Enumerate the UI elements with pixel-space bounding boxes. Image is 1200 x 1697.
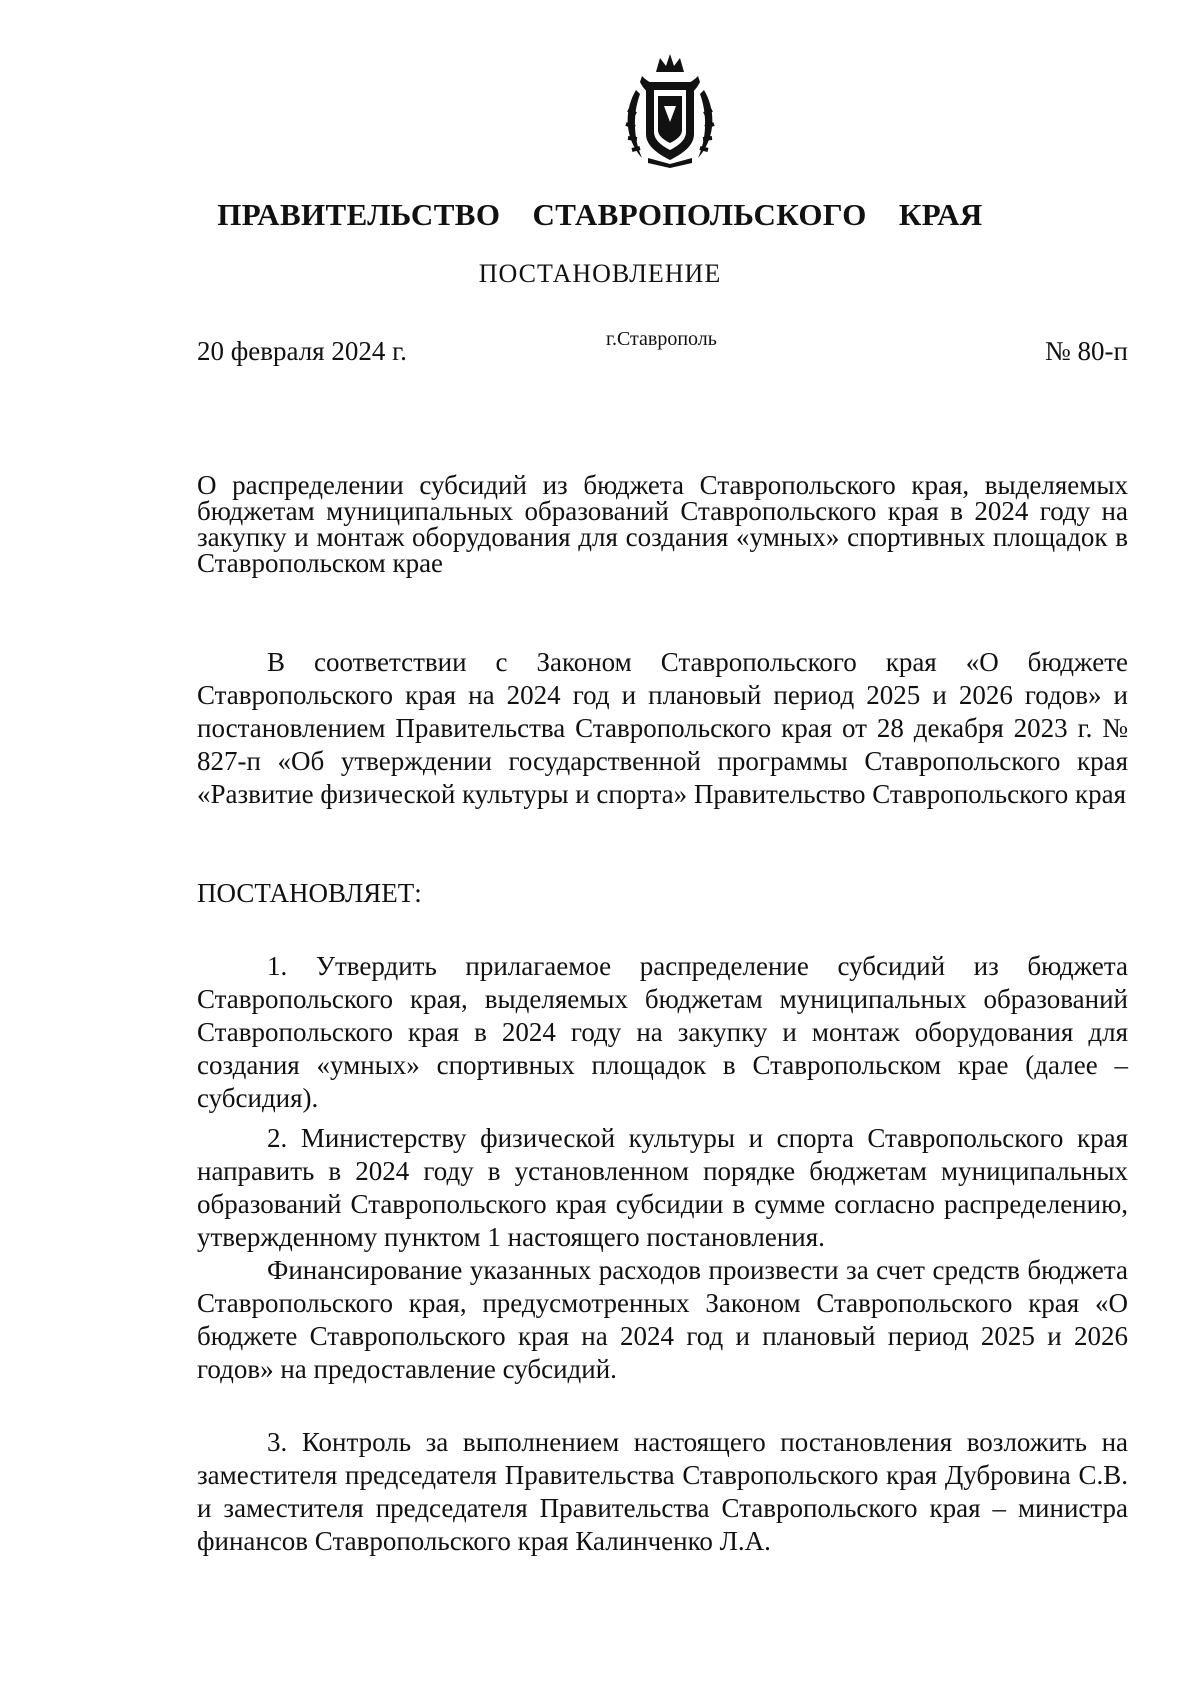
clause-2-financing: Финансирование указанных расходов произвести за счет средств бюджета Ставропольского края, предусмотренных Законом Ставропольского края «О бюджете Ставропольского края на 2024 год и плановый период 2025 и 2026 годов» на предоставление субсидий. bbox=[197, 1255, 1128, 1384]
document-type: ПОСТАНОВЛЕНИЕ bbox=[478, 259, 722, 288]
document-number: № 80-п bbox=[1045, 336, 1128, 366]
clause-1: 1. Утвердить прилагаемое распределение субсидий из бюджета Ставропольского края, выделяемых бюджетам муниципальных образований Ставропольского края в 2024 году на закупку и монтаж оборудования для создания «умных» спортивных площадок в Ставропольском крае (далее – субсидия). bbox=[197, 951, 1128, 1113]
decree-word: ПОСТАНОВЛЯЕТ: bbox=[197, 878, 422, 908]
coat-of-arms-icon bbox=[622, 50, 718, 168]
clause-3: 3. Контроль за выполнением настоящего постановления возложить на заместителя председателя Правительства Ставропольского края Дубровина С.В. и заместителя председателя Правительства Ставропольского края – министра финансов Ставропольского края Калинченко Л.А. bbox=[197, 1427, 1128, 1556]
preamble-paragraph: В соответствии с Законом Ставропольского края «О бюджете Ставропольского края на 2024 год и плановый период 2025 и 2026 годов» и постановлением Правительства Ставропольского края от 28 декабря 2023 г. № 827-п «Об утверждении государственной программы Ставропольского края «Развитие физической культуры и спорта» Правительство Ставропольского края bbox=[197, 647, 1128, 809]
document-date: 20 февраля 2024 г. bbox=[197, 336, 407, 366]
clause-2: 2. Министерству физической культуры и спорта Ставропольского края направить в 2024 году в установленном порядке бюджетам муниципальных образований Ставропольского края субсидии в сумме согласно распределению, утвержденному пунктом 1 настоящего постановления. bbox=[197, 1123, 1128, 1252]
government-title: ПРАВИТЕЛЬСТВО СТАВРОПОЛЬСКОГО КРАЯ bbox=[217, 197, 983, 232]
document-subject: О распределении субсидий из бюджета Ставропольского края, выделяемых бюджетам муниципальных образований Ставропольского края в 2024 году на закупку и монтаж оборудования для создания «умных» спортивных площадок в Ставропольском крае bbox=[197, 470, 1128, 578]
document-city: г.Ставрополь bbox=[606, 328, 717, 350]
